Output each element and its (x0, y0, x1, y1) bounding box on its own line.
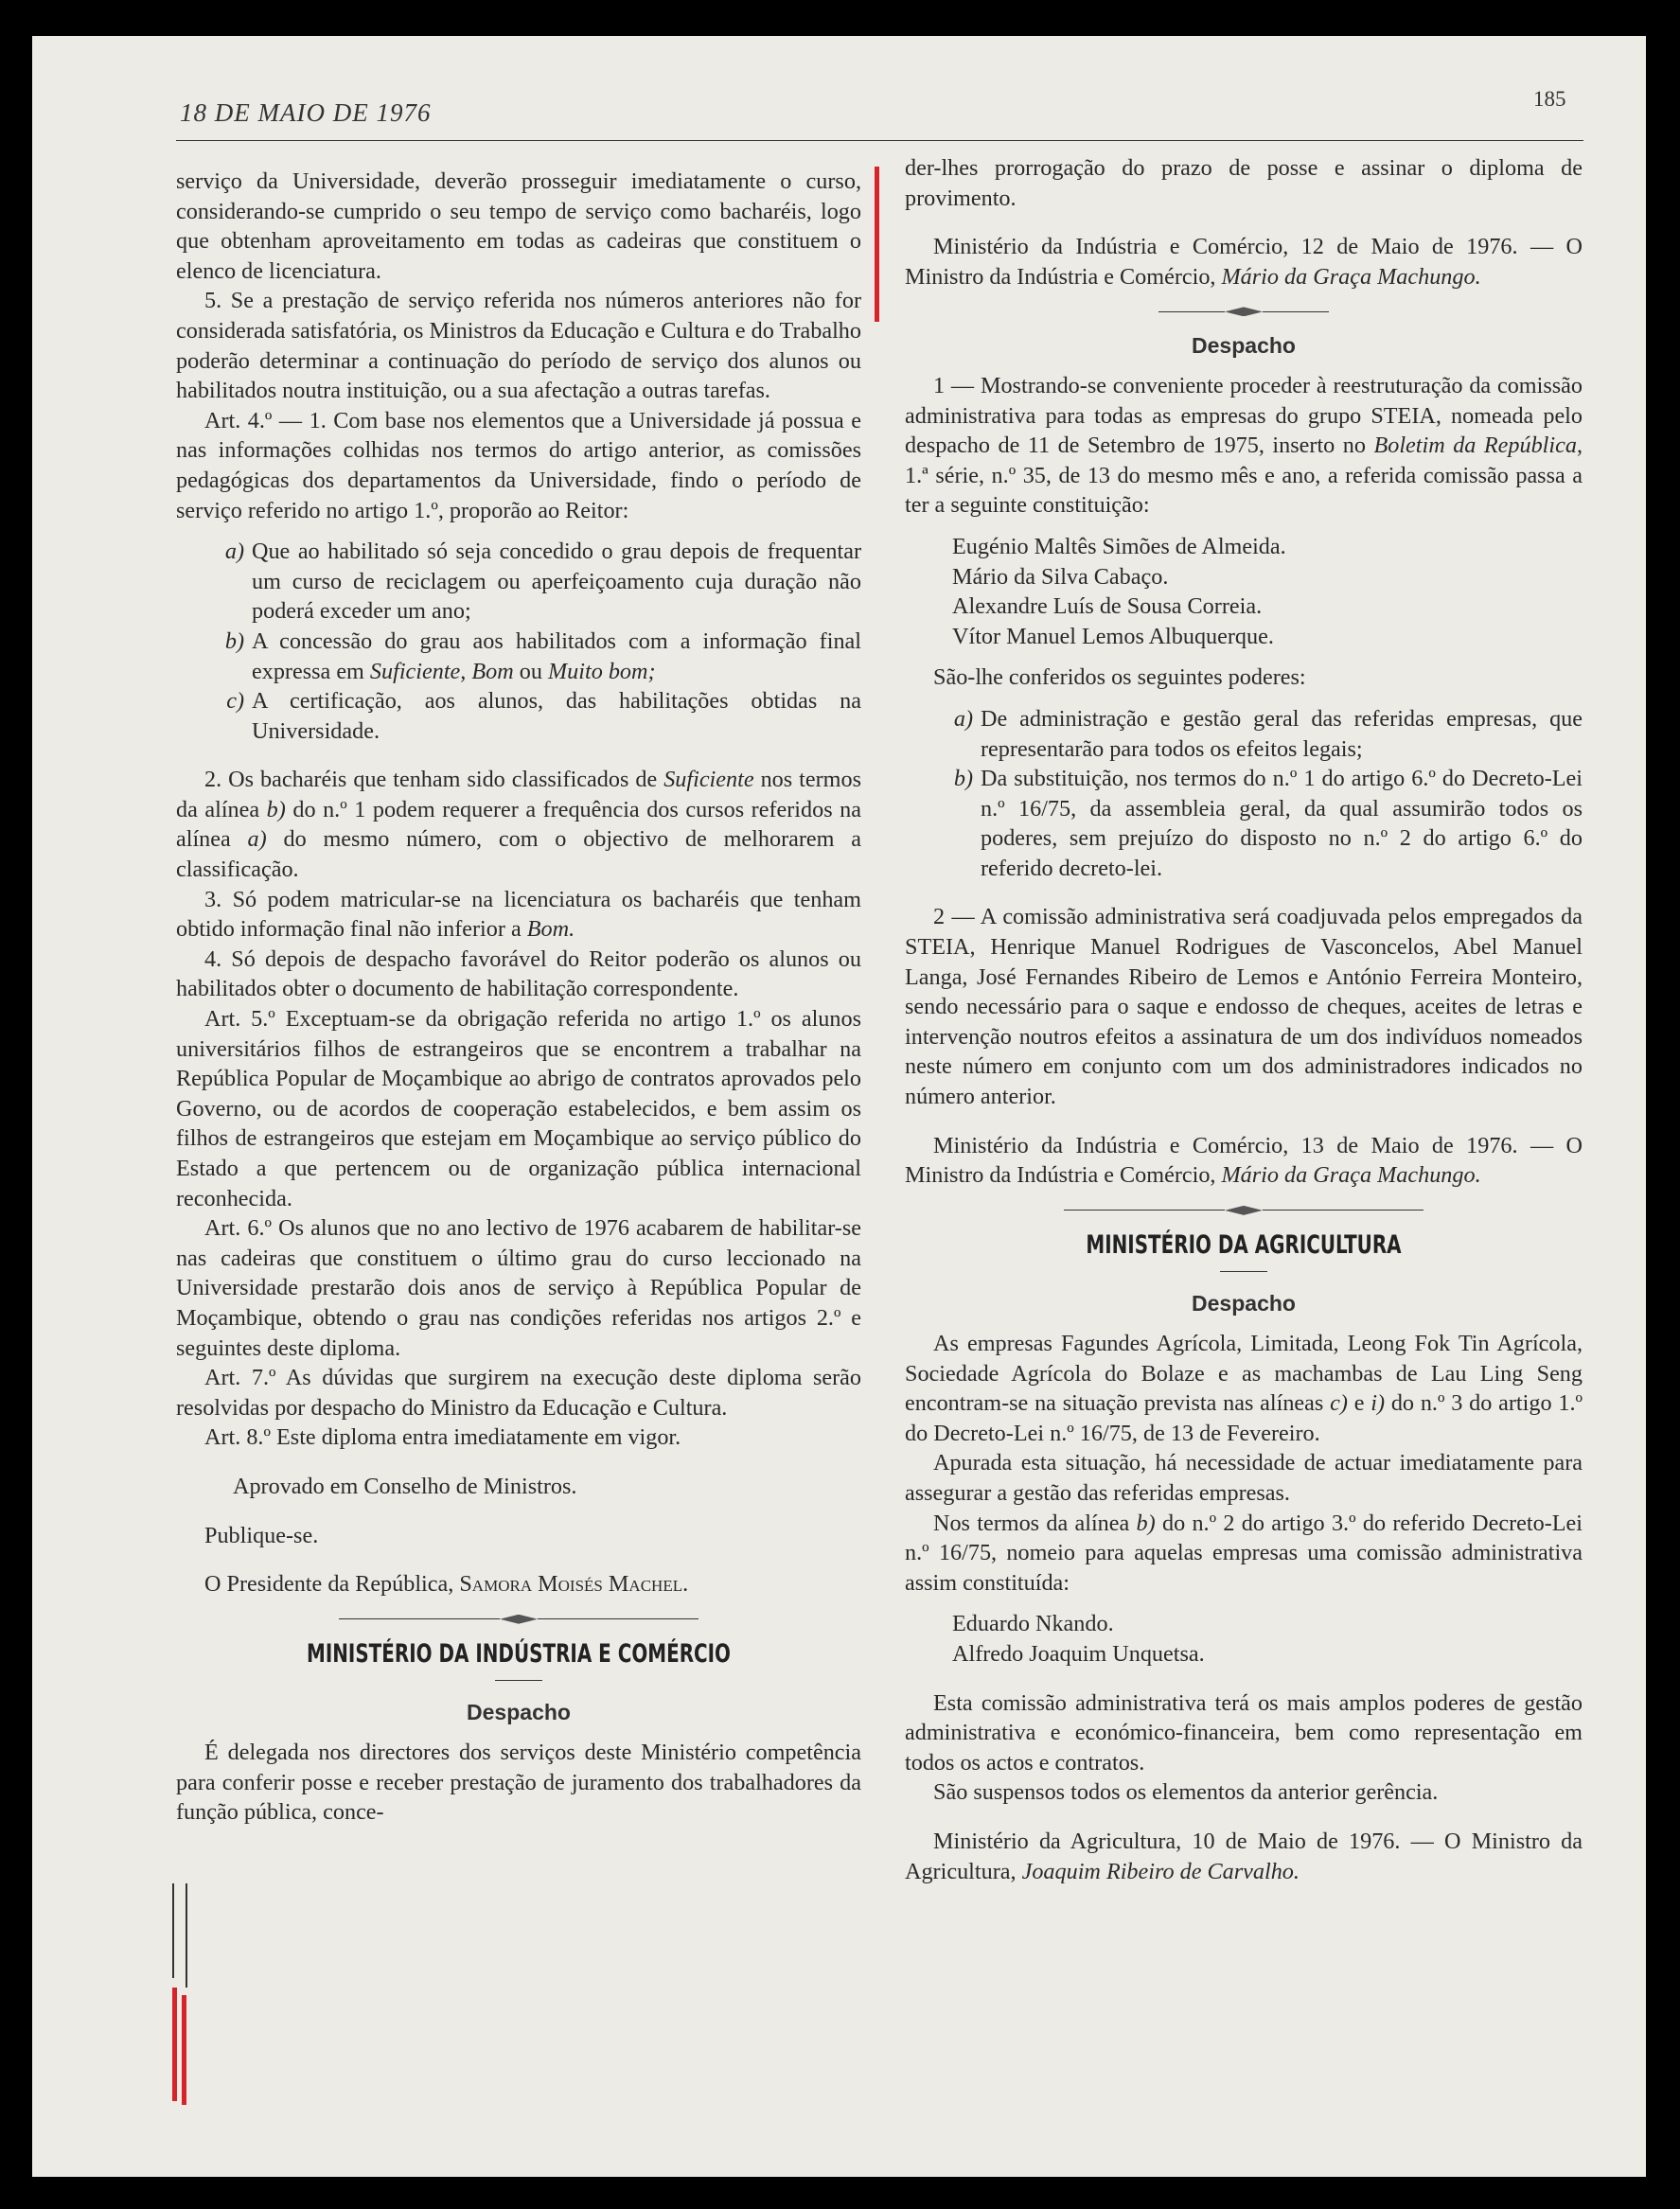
list-item (905, 704, 1583, 764)
ministry-heading: MINISTÉRIO DA INDÚSTRIA E COMÉRCIO (307, 1638, 731, 1669)
paragraph: Ministério da Indústria e Comércio, 12 de Maio de 1976. — O Ministro da Indústria e Comércio, Mário da Graça Machungo. (905, 234, 1583, 290)
paragraph: Publique-se. (204, 1522, 319, 1548)
ornament-divider (905, 1206, 1583, 1215)
header-date: 18 DE MAIO DE 1976 (180, 98, 432, 127)
paragraph: serviço da Universidade, deverão prosseguir imediatamente o curso, considerando-se cumprido o seu tempo de serviço como bacharéis, logo que obtenham aproveitamento em todas as cadeiras que constituem o elenco de licenciatura. (176, 168, 861, 284)
list-item (176, 537, 861, 627)
signature-line: O Presidente da República, Samora Moisés Machel. (204, 1571, 689, 1598)
paragraph: Nos termos da alínea b) do n.º 2 do artigo 3.º do referido Decreto-Lei n.º 16/75, nomeio para aquelas empresas uma comissão administrativa assim constituída: (905, 1510, 1583, 1596)
pen-margin-mark (172, 1883, 174, 1978)
list-item (176, 686, 861, 746)
ornament-divider (176, 1615, 861, 1624)
paragraph: Aprovado em Conselho de Ministros. (233, 1473, 577, 1499)
names-list (905, 532, 1583, 651)
ministry-heading: MINISTÉRIO DA AGRICULTURA (1086, 1229, 1402, 1260)
short-rule (495, 1680, 542, 1681)
despacho-heading: Despacho (1192, 1291, 1296, 1317)
name: Alfredo Joaquim Unquetsa. (952, 1640, 1205, 1667)
paragraph: Art. 8.º Este diploma entra imediatamente em vigor. (204, 1424, 681, 1451)
red-margin-mark (875, 167, 879, 322)
paragraph: der-lhes prorrogação do prazo de posse e assinar o diploma de provimento. (905, 155, 1583, 211)
paragraph: É delegada nos directores dos serviços deste Ministério competência para conferir posse e receber prestação de juramento dos trabalhadores da função pública, conce- (176, 1739, 861, 1826)
paragraph: Art. 7.º As dúvidas que surgirem na execução deste diploma serão resolvidas por despacho do Ministro da Educação e Cultura. (176, 1365, 861, 1421)
left-column (176, 167, 861, 1828)
item-label: a) (224, 539, 244, 565)
name: Alexandre Luís de Sousa Correia. (952, 593, 1263, 620)
paragraph: Art. 5.º Exceptuam-se da obrigação referida no artigo 1.º os alunos universitários filhos de estrangeiros que se encontrem a trabalhar na República Popular de Moçambique ao abrigo de contratos aprovados pelo Governo, ou de acordos de cooperação estabelecidos, e bem assim os filhos de estrangeiros que estejam em Moçambique ao serviço público do Estado a que pertencem ou de organização pública internacional reconhecida. (176, 1006, 861, 1211)
paragraph: 2. Os bacharéis que tenham sido classificados de Suficiente nos termos da alínea b) do n.º 1 podem requerer a frequência dos cursos referidos na alínea a) do mesmo número, com o objectivo de melhorarem a classificação. (176, 767, 861, 883)
paragraph: 4. Só depois de despacho favorável do Reitor poderão os alunos ou habilitados obter o documento de habilitação correspondente. (176, 945, 861, 1002)
name: Eugénio Maltês Simões de Almeida. (952, 533, 1286, 559)
despacho-heading: Despacho (467, 1700, 571, 1725)
item-text: Da substituição, nos termos do n.º 1 do artigo 6.º do Decreto-Lei n.º 16/75, da assembleia geral, da qual assumirão todos os poderes, sem prejuízo do disposto no n.º 2 do artigo 6.º do referido decreto-lei. (981, 766, 1583, 881)
paragraph: Art. 4.º — 1. Com base nos elementos que a Universidade já possua e nas informações colhidas nos termos do artigo anterior, as comissões pedagógicas dos departamentos da Universidade, findo o período de serviço referido no artigo 1.º, proporão ao Reitor: (176, 407, 861, 523)
paragraph: 2 — A comissão administrativa será coadjuvada pelos empregados da STEIA, Henrique Manuel Rodrigues de Vasconcelos, Abel Manuel Langa, José Fernandes Ribeiro de Lemos e António Ferreira Monteiro, sendo necessário para o saque e endosso de cheques, aceites de letras e intervenção noutros efeitos a assinatura de um dos indivíduos nomeados neste número em conjunto com um dos administradores indicados no número anterior. (905, 904, 1583, 1110)
list-item (176, 627, 861, 686)
paragraph: São suspensos todos os elementos da anterior gerência. (933, 1779, 1439, 1806)
red-margin-mark (182, 1995, 186, 2105)
list-item (905, 764, 1583, 883)
short-rule (1220, 1271, 1267, 1272)
name: Eduardo Nkando. (952, 1611, 1114, 1637)
paragraph: 5. Se a prestação de serviço referida nos números anteriores não for considerada satisfatória, os Ministros da Educação e Cultura e do Trabalho poderão determinar a continuação do período de serviço dos alunos ou habilitados noutra instituição, ou a sua afectação a outras tarefas. (176, 288, 861, 404)
item-label: b) (953, 766, 973, 792)
item-label: c) (226, 688, 244, 715)
name: Mário da Silva Cabaço. (952, 563, 1169, 590)
paragraph: 1 — Mostrando-se conveniente proceder à reestruturação da comissão administrativa para todas as empresas do grupo STEIA, nomeada pelo despacho de 11 de Setembro de 1975, inserto no Boletim da República, 1.ª série, n.º 35, de 13 do mesmo mês e ano, a referida comissão passa a ter a seguinte constituição: (905, 372, 1583, 519)
item-text: De administração e gestão geral das referidas empresas, que representarão para todos os efeitos legais; (981, 705, 1583, 762)
paragraph: Ministério da Indústria e Comércio, 13 de Maio de 1976. — O Ministro da Indústria e Comércio, Mário da Graça Machungo. (905, 1132, 1583, 1189)
item-label: a) (953, 705, 973, 732)
ornament-divider (905, 307, 1583, 316)
item-text: A certificação, aos alunos, das habilitações obtidas na Universidade. (252, 688, 861, 744)
paragraph: Apurada esta situação, há necessidade de actuar imediatamente para assegurar a gestão das referidas empresas. (905, 1450, 1583, 1506)
names-list (905, 1609, 1583, 1669)
right-column (905, 153, 1583, 1886)
item-label: b) (224, 627, 244, 654)
paragraph: São-lhe conferidos os seguintes poderes: (933, 664, 1306, 691)
paragraph: 3. Só podem matricular-se na licenciatura os bacharéis que tenham obtido informação final não inferior a Bom. (176, 886, 861, 943)
header-rule (176, 140, 1583, 141)
paragraph: Esta comissão administrativa terá os mais amplos poderes de gestão administrativa e económico-financeira, bem como representação em todos os actos e contratos. (905, 1689, 1583, 1776)
red-margin-mark (172, 1988, 177, 2101)
pen-margin-mark (186, 1883, 187, 1988)
paragraph: Art. 6.º Os alunos que no ano lectivo de 1976 acabarem de habilitar-se nas cadeiras que constituem o último grau do curso leccionado na Universidade prestarão dois anos de serviço à República Popular de Moçambique, obtendo o grau nas condições referidas nos artigos 2.º e seguintes deste diploma. (176, 1215, 861, 1361)
name: Vítor Manuel Lemos Albuquerque. (952, 623, 1274, 649)
item-text: Que ao habilitado só seja concedido o grau depois de frequentar um curso de reciclagem ou aperfeiçoamento cuja duração não poderá exceder um ano; (252, 539, 861, 625)
despacho-heading: Despacho (1192, 333, 1296, 359)
page-number: 185 (1533, 87, 1566, 111)
paragraph: Ministério da Agricultura, 10 de Maio de 1976. — O Ministro da Agricultura, Joaquim Ribeiro de Carvalho. (905, 1828, 1583, 1884)
paragraph: As empresas Fagundes Agrícola, Limitada, Leong Fok Tin Agrícola, Sociedade Agrícola do Bolaze e as machambas de Lau Ling Seng encontram-se na situação prevista nas alíneas c) e i) do n.º 3 do artigo 1.º do Decreto-Lei n.º 16/75, de 13 de Fevereiro. (905, 1331, 1583, 1446)
item-text: A concessão do grau aos habilitados com a informação final expressa em Suficiente, Bom ou Muito bom; (252, 627, 861, 684)
